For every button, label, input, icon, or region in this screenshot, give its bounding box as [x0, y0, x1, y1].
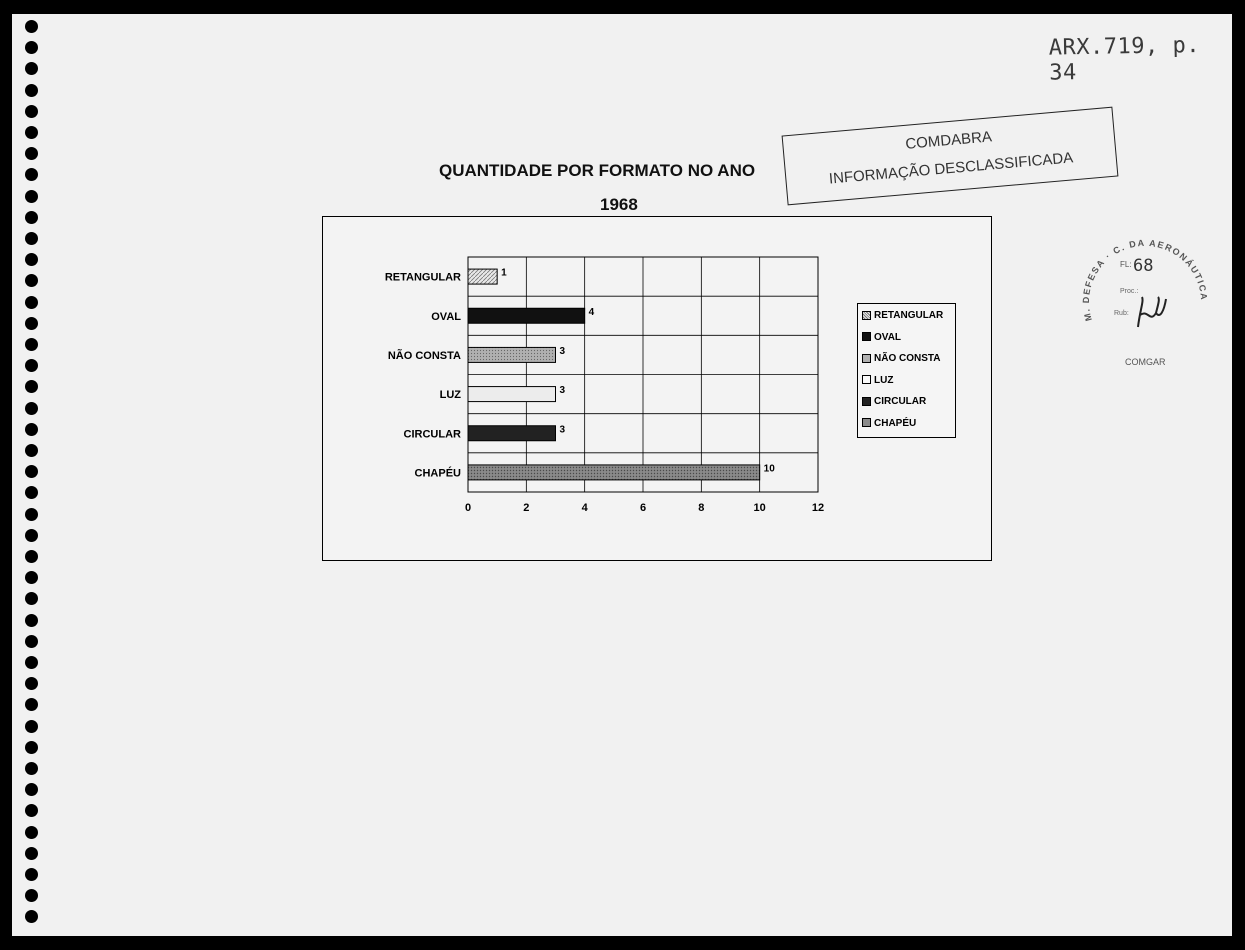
x-tick-label: 12 [811, 502, 825, 514]
chart-title: QUANTIDADE POR FORMATO NO ANO [439, 161, 756, 180]
binder-hole [25, 635, 38, 648]
binder-hole [25, 529, 38, 542]
seal-rub-label: Rub: [1114, 310, 1129, 317]
binder-hole [25, 402, 38, 415]
x-tick-label: 2 [523, 502, 530, 514]
binder-hole [25, 910, 38, 923]
x-tick-label: 6 [639, 502, 647, 514]
y-category-label: OVAL [431, 310, 461, 323]
binder-hole [25, 698, 38, 711]
binder-hole [25, 614, 38, 627]
seal-proc-label: Proc.: [1120, 288, 1139, 295]
binder-hole [25, 232, 38, 245]
legend-label: CHAPÉU [874, 417, 917, 429]
archive-reference: ARX.719, p. 34 [1048, 32, 1201, 86]
binder-hole [25, 84, 38, 97]
binder-hole [25, 656, 38, 669]
binder-hole [25, 423, 38, 436]
binder-hole [25, 41, 38, 54]
seal-ring-text: M. DEFESA · C. DA AERONÁUTICA [1080, 237, 1210, 323]
legend-swatch [862, 311, 871, 320]
binder-hole [25, 508, 38, 521]
y-category-label: CIRCULAR [403, 428, 461, 441]
bar [468, 308, 585, 323]
binder-hole [25, 571, 38, 584]
y-category-label: NÃO CONSTA [387, 349, 461, 362]
y-category-label: CHAPÉU [414, 467, 461, 480]
binder-hole [25, 20, 38, 33]
binder-hole [25, 359, 38, 372]
binder-hole [25, 783, 38, 796]
legend-swatch [862, 418, 871, 427]
data-label: 4 [588, 306, 595, 318]
legend-label: RETANGULAR [874, 310, 944, 321]
legend-entry [862, 375, 893, 389]
binder-hole [25, 317, 38, 330]
bar [468, 465, 760, 480]
official-seal [1070, 215, 1220, 380]
binder-hole [25, 296, 38, 309]
binder-hole [25, 804, 38, 817]
chart-subtitle: 1968 [600, 195, 638, 214]
bar [468, 387, 556, 402]
legend-entry [862, 353, 940, 367]
binder-hole [25, 826, 38, 839]
seal-signature [1138, 297, 1166, 327]
binder-hole [25, 444, 38, 457]
chart-legend [857, 303, 956, 438]
binder-hole [25, 253, 38, 266]
legend-entry [862, 310, 943, 324]
x-tick-label: 10 [753, 502, 766, 514]
binder-hole [25, 465, 38, 478]
binder-hole [25, 105, 38, 118]
binder-hole [25, 62, 38, 75]
data-label: 3 [559, 385, 566, 397]
seal-fl-label: FL: [1120, 260, 1132, 269]
binder-hole [25, 550, 38, 563]
binder-hole [25, 190, 38, 203]
binder-hole [25, 338, 38, 351]
legend-swatch [862, 375, 871, 384]
legend-entry [862, 396, 926, 410]
legend-swatch [862, 354, 871, 363]
stamp-line-2: INFORMAÇÃO DESCLASSIFICADA [828, 149, 1074, 188]
stamp-line-1: COMDABRA [904, 128, 993, 153]
y-category-label: RETANGULAR [384, 271, 461, 284]
legend-label: CIRCULAR [874, 396, 927, 407]
binder-hole [25, 380, 38, 393]
binder-hole [25, 889, 38, 902]
binder-hole [25, 868, 38, 881]
legend-swatch [862, 332, 871, 341]
legend-entry [862, 332, 901, 346]
seal-bottom-text: COMGAR [1125, 357, 1166, 367]
binder-hole [25, 168, 38, 181]
bar [468, 269, 497, 284]
legend-swatch [862, 397, 871, 406]
binder-holes [25, 20, 41, 938]
binder-hole [25, 720, 38, 733]
bar [468, 347, 556, 362]
data-label: 1 [501, 267, 507, 279]
bar [468, 426, 556, 441]
data-label: 3 [559, 424, 566, 436]
binder-hole [25, 486, 38, 499]
svg-text:M. DEFESA · C. DA AERONÁUTICA [1081, 238, 1209, 322]
legend-label: OVAL [874, 331, 902, 343]
binder-hole [25, 126, 38, 139]
x-tick-label: 0 [464, 502, 472, 514]
binder-hole [25, 677, 38, 690]
binder-hole [25, 847, 38, 860]
binder-hole [25, 211, 38, 224]
binder-hole [25, 741, 38, 754]
legend-entry [862, 418, 916, 432]
data-label: 3 [559, 345, 566, 357]
seal-fl-value: 68 [1133, 256, 1154, 276]
binder-hole [25, 147, 38, 160]
legend-label: NÃO CONSTA [874, 353, 941, 364]
binder-hole [25, 592, 38, 605]
y-category-label: LUZ [439, 389, 461, 402]
legend-label: LUZ [874, 374, 894, 386]
x-tick-label: 8 [698, 502, 705, 514]
x-tick-label: 4 [581, 502, 588, 514]
data-label: 10 [763, 463, 775, 475]
binder-hole [25, 274, 38, 287]
binder-hole [25, 762, 38, 775]
